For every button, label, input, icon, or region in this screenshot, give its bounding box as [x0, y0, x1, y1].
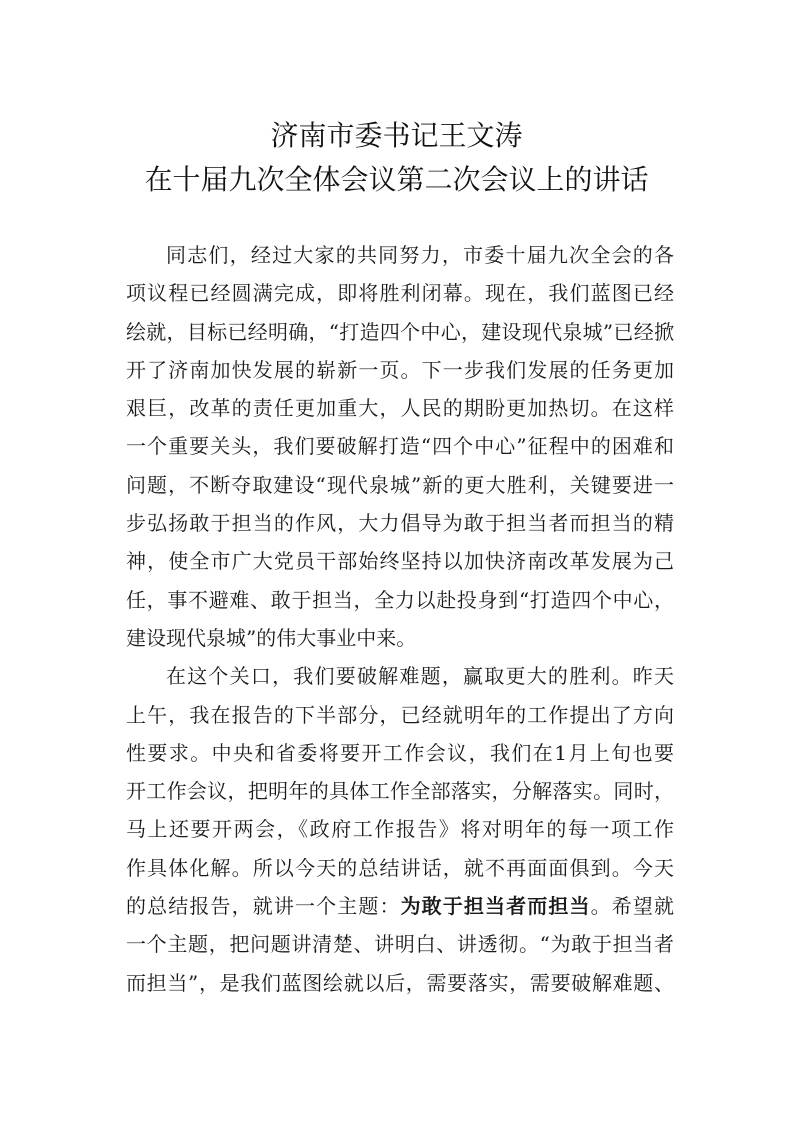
paragraph-2-line: 性要求。中央和省委将要开工作会议，我们在1月上旬也要 [126, 740, 674, 765]
paragraph-1-line: 一个重要关头，我们要破解打造“四个中心”征程中的困难和 [126, 434, 674, 459]
paragraph-1-line: 项议程已经圆满完成，即将胜利闭幕。现在，我们蓝图已经 [126, 281, 674, 306]
paragraph-1-line: 建设现代泉城”的伟大事业中来。 [126, 625, 417, 650]
paragraph-1-line: 步弘扬敢于担当的作风，大力倡导为敢于担当者而担当的精 [126, 511, 674, 536]
paragraph-2-line: 马上还要开两会，《政府工作报告》将对明年的每一项工作 [126, 817, 674, 842]
paragraph-1-line: 绘就，目标已经明确，“打造四个中心，建设现代泉城”已经掀 [126, 319, 674, 344]
paragraph-1-line: 艰巨，改革的责任更加重大，人民的期盼更加热切。在这样 [126, 396, 674, 421]
emphasis-line-after: 。希望就 [590, 894, 675, 919]
paragraph-2-line: 而担当”，是我们蓝图绘就以后，需要落实，需要破解难题、 [126, 970, 674, 995]
emphasis-theme: 为敢于担当者而担当 [400, 894, 591, 919]
paragraph-1-line: 任，事不避难、敢于担当，全力以赴投身到“打造四个中心， [126, 587, 674, 612]
paragraph-1-line: 问题，不断夺取建设“现代泉城”新的更大胜利，关键要进一 [126, 472, 674, 497]
document-title [0, 114, 793, 202]
title-line-1: 济南市委书记王文涛 [270, 119, 523, 152]
paragraph-2-line: 一个主题，把问题讲清楚、讲明白、讲透彻。“为敢于担当者 [126, 932, 674, 957]
paragraph-1-line: 神，使全市广大党员干部始终坚持以加快济南改革发展为己 [126, 549, 674, 574]
paragraph-2-line: 上午，我在报告的下半部分，已经就明年的工作提出了方向 [126, 702, 674, 727]
paragraph-1-line: 开了济南加快发展的崭新一页。下一步我们发展的任务更加 [126, 357, 674, 382]
paragraph-2-line: 开工作会议，把明年的具体工作全部落实，分解落实。同时， [126, 779, 674, 804]
speech-body [126, 236, 674, 1002]
title-line-2: 在十届九次全体会议第二次会议上的讲话 [144, 163, 649, 196]
emphasis-line-before: 的总结报告，就讲一个主题： [126, 894, 401, 919]
paragraph-2-line: 作具体化解。所以今天的总结讲话，就不再面面俱到。今天 [126, 855, 674, 880]
paragraph-1-line: 同志们，经过大家的共同努力，市委十届九次全会的各 [166, 243, 674, 267]
paragraph-2-line: 在这个关口，我们要破解难题，赢取更大的胜利。昨天 [166, 664, 674, 689]
paragraph-2-emphasis-line [126, 887, 674, 925]
